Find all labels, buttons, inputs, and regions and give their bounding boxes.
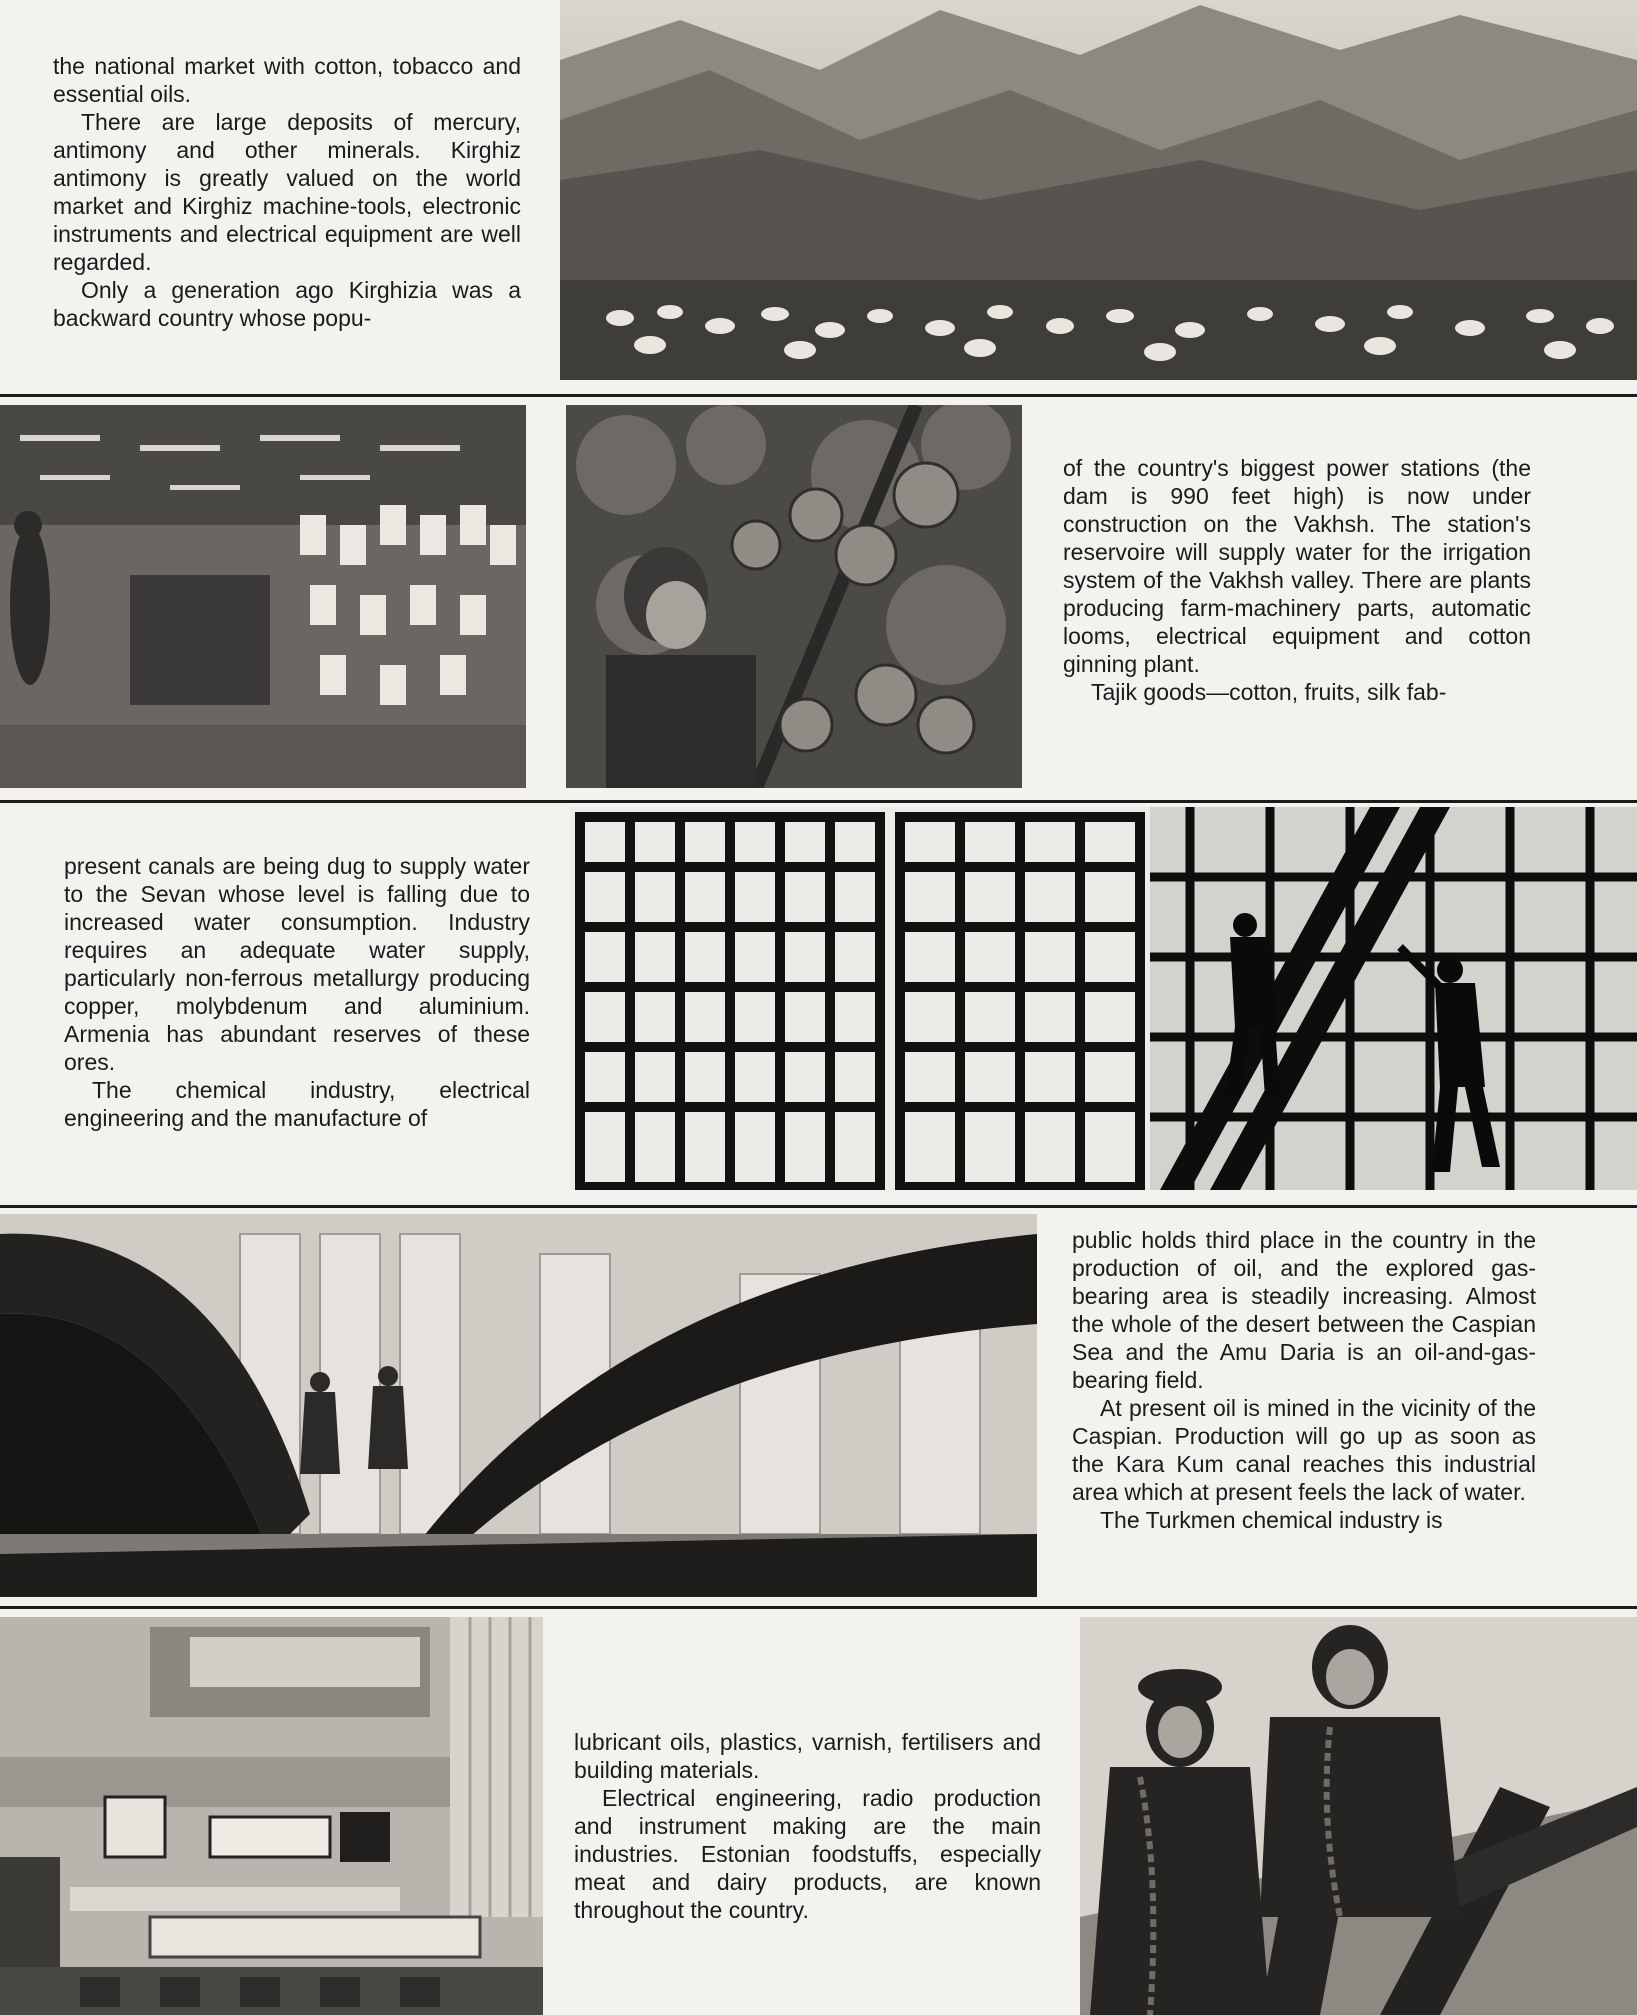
- paragraph: At present oil is mined in the vicinity of the Caspian. Production will go up as soon as the Kara Kum canal reaches this industrial area which at present feels the lack of water.: [1072, 1395, 1536, 1505]
- paragraph: Only a generation ago Kirghizia was a backward country whose popu-: [53, 277, 521, 331]
- paragraph: of the country's biggest power stations (the dam is 990 feet high) is now under construction on the Vakhsh. The station's reservoire will supply water for the irrigation system of the Vakhsh valley. There are plants producing farm-machinery parts, automatic looms, electrical equipment and cotton ginning plant.: [1063, 455, 1531, 677]
- paragraph: The Turkmen chemical industry is: [1100, 1507, 1443, 1533]
- photo-steel-workers-silhouette: [570, 807, 1637, 1190]
- paragraph: Electrical engineering, radio production and instrument making are the main industries. Estonian foodstuffs, especially meat and dairy products, are known throughout the country.: [574, 1785, 1041, 1923]
- paragraph: Tajik goods—cotton, fruits, silk fab-: [1091, 679, 1447, 705]
- divider: [0, 800, 1637, 803]
- paragraph: present canals are being dug to supply water to the Sevan whose level is falling due to increased water consumption. Industry requires an adequate water supply, particularly non-ferrous metallurgy producing copper, molybdenum and aluminium. Armenia has abundant reserves of these ores.: [64, 853, 530, 1075]
- paragraph: the national market with cotton, tobacco and essential oils.: [53, 53, 521, 107]
- photo-pomegranate-picker: [566, 405, 1022, 788]
- text-block-kirghizia: [53, 52, 521, 332]
- text-block-tajikistan: [1063, 454, 1531, 706]
- paragraph: public holds third place in the country in the production of oil, and the explored gas-bearing area is steadily increasing. Almost the whole of the desert between the Caspian Sea and the Amu Daria is an oil-and-gas-bearing field.: [1072, 1227, 1536, 1393]
- text-block-armenia: [64, 852, 530, 1132]
- paragraph: There are large deposits of mercury, antimony and other minerals. Kirghiz antimony is greatly valued on the world market and Kirghiz machine-tools, electronic instruments and electrical equipment are well regarded.: [53, 109, 521, 275]
- photo-steel-erectors: [1080, 1617, 1637, 2015]
- divider: [0, 394, 1637, 397]
- text-block-estonia: [574, 1728, 1041, 1924]
- paragraph: lubricant oils, plastics, varnish, fertilisers and building materials.: [574, 1729, 1041, 1783]
- photo-living-room: [0, 1617, 543, 2015]
- divider: [0, 1205, 1637, 1208]
- photo-mountains-sheep: [560, 0, 1637, 380]
- paragraph: The chemical industry, electrical engineering and the manufacture of: [64, 1077, 530, 1131]
- photo-oil-pipelines: [0, 1214, 1037, 1597]
- text-block-turkmenia: [1072, 1226, 1536, 1534]
- photo-textile-mill: [0, 405, 526, 788]
- divider: [0, 1606, 1637, 1609]
